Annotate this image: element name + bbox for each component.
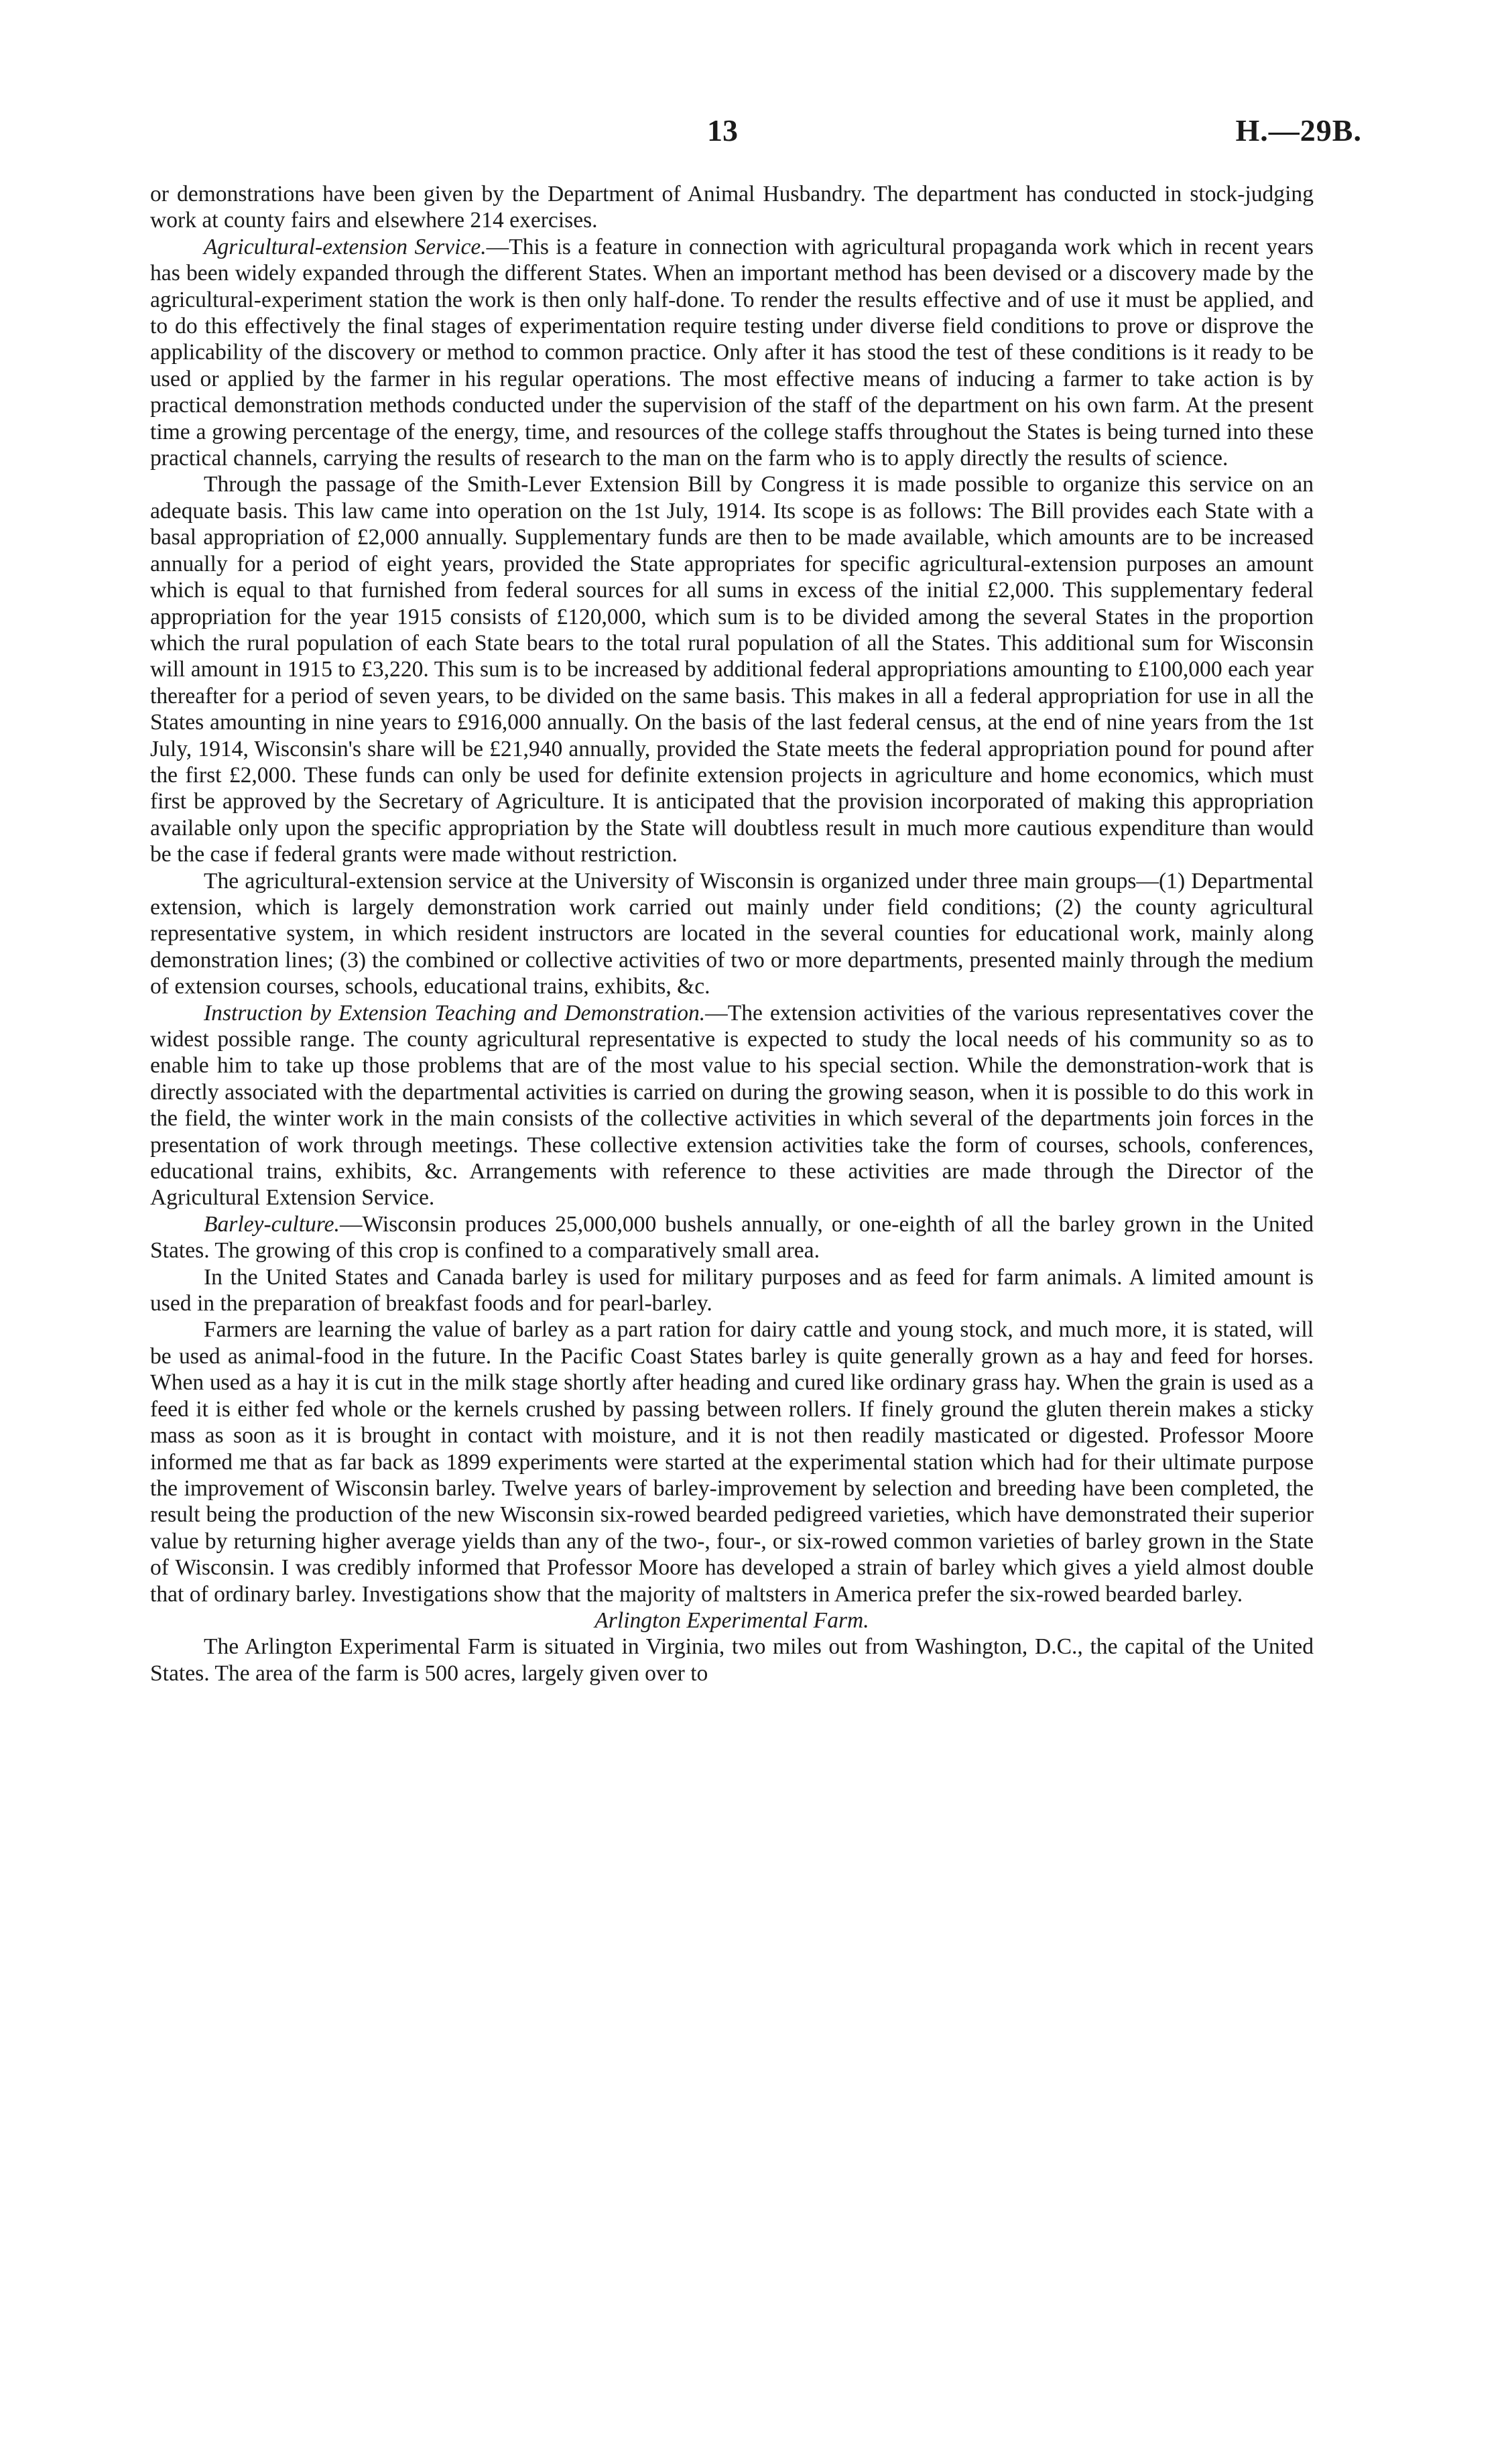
paragraph-text: In the United States and Canada barley is used for military purposes and as feed for farm animals. A limited amount is used in the preparation of breakfast foods and for pearl-barley. [150,1264,1314,1316]
paragraph-text: or demonstrations have been given by the Department of Animal Husbandry. The department has conducted in stock-judging work at county fairs and elsewhere 214 exercises. [150,182,1314,233]
paragraph [150,234,1314,472]
paragraph-text: —This is a feature in connection with agricultural propaganda work which in recent years has been widely expanded through the different States. When an important method has been devised or a discovery made by the agricultural-experiment station the work is then only half-done. To render the results effective and of use it must be applied, and to do this effectively the final stages of experimentation require testing under diverse field conditions to prove or disprove the applicability of the discovery or method to common practice. Only after it has stood the test of these conditions is it ready to be used or applied by the farmer in his regular operations. The most effective means of inducing a farmer to take action is by practical demonstration methods conducted under the supervision of the staff of the department on his own farm. At the present time a growing percentage of the energy, time, and resources of the college staffs throughout the States is being turned into these practical channels, carrying the results of research to the man on the farm who is to apply directly the results of science. [150,234,1314,471]
paragraph [150,471,1314,867]
paragraph [150,1264,1314,1317]
page-header [0,113,1512,153]
paragraph [150,1211,1314,1264]
paragraph [150,1000,1314,1211]
paragraph-text: Through the passage of the Smith-Lever Extension Bill by Congress it is made possible to organize this service on an adequate basis. This law came into operation on the 1st July, 1914. Its scope is as follows: The Bill provides each State with a basal appropriation of £2,000 annually. Supplementary funds are then to be made available, which amounts are to be increased annually for a period of eight years, provided the State appropriates for specific agricultural-extension purposes an amount which is equal to that furnished from federal sources for all sums in excess of the initial £2,000. This supplementary federal appropriation for the year 1915 consists of £120,000, which sum is to be divided among the several States in the proportion which the rural population of each State bears to the total rural population of all the States. This additional sum for Wisconsin will amount in 1915 to £3,220. This sum is to be increased by additional federal appropriations amounting to £100,000 each year thereafter for a period of seven years, to be divided on the same basis. This makes in all a federal appropriation for use in all the States amounting in nine years to £916,000 annually. On the basis of the last federal census, at the end of nine years from the 1st July, 1914, Wisconsin's share will be £21,940 annually, provided the State meets the federal appropriation pound for pound after the first £2,000. These funds can only be used for definite extension projects in agriculture and home economics, which must first be approved by the Secretary of Agriculture. It is anticipated that the provision incorporated of making this appropriation available only upon the specific appropriation by the State will doubtless result in much more cautious expenditure than would be the case if federal grants were made without restriction. [150,472,1314,867]
body-text [150,181,1314,1686]
paragraph [150,868,1314,1000]
paragraph-text: The agricultural-extension service at the University of Wisconsin is organized under three main groups—(1) Departmental extension, which is largely demonstration work carried out mainly under field conditions; (2) the county agricultural representative system, in which resident instructors are located in the several counties for educational work, mainly along demonstration lines; (3) the combined or collective activities of two or more departments, presented mainly through the medium of extension courses, schools, educational trains, exhibits, &c. [150,868,1314,999]
paragraph-text: The Arlington Experimental Farm is situated in Virginia, two miles out from Washington, D.C., the capital of the United States. The area of the farm is 500 acres, largely given over to [150,1634,1314,1686]
paragraph [150,181,1314,234]
paragraph [150,1316,1314,1607]
paragraph-lead: Agricultural-extension Service. [204,234,487,259]
paragraph [150,1634,1314,1686]
section-heading: Arlington Experimental Farm. [594,1607,869,1633]
page-number: 13 [707,113,738,147]
paragraph-lead: Instruction by Extension Teaching and Demonstration. [204,1000,706,1026]
paragraph-text: —Wisconsin produces 25,000,000 bushels annually, or one-eighth of all the barley grown in the United States. The growing of this crop is confined to a comparatively small area. [150,1211,1314,1264]
paragraph-lead: Barley-culture. [204,1211,340,1237]
paragraph-text: Farmers are learning the value of barley as a part ration for dairy cattle and young stock, and much more, it is stated, will be used as animal-food in the future. In the Pacific Coast States barley is quite generally grown as a hay and feed for horses. When used as a hay it is cut in the milk stage shortly after heading and cured like ordinary grass hay. When the grain is used as a feed it is either fed whole or the kernels crushed by passing between rollers. If finely ground the gluten therein makes a sticky mass as soon as it is brought in contact with moisture, and it is not then readily masticated or digested. Professor Moore informed me that as far back as 1899 experiments were started at the experimental station which had for their ultimate purpose the improvement of Wisconsin barley. Twelve years of barley-improvement by selection and breeding have been completed, the result being the production of the new Wisconsin six-rowed bearded pedigreed varieties, which have demonstrated their superior value by returning higher average yields than any of the two-, four-, or six-rowed common varieties of barley grown in the State of Wisconsin. I was credibly informed that Professor Moore has developed a strain of barley which gives a yield almost double that of ordinary barley. Investigations show that the majority of maltsters in America prefer the six-rowed bearded barley. [150,1317,1314,1607]
paragraph-text: —The extension activities of the various representatives cover the widest possible range. The county agricultural representative is expected to study the local needs of his community so as to enable him to take up those problems that are of the most value to his special section. While the demonstration-work that is directly associated with the departmental activities is carried on during the growing season, when it is possible to do this work in the field, the winter work in the main consists of the collective activities in which several of the departments join forces in the presentation of work through meetings. These collective extension activities take the form of courses, schools, conferences, educational trains, exhibits, &c. Arrangements with reference to these activities are made through the Director of the Agricultural Extension Service. [150,1000,1314,1211]
document-reference: H.—29B. [1235,113,1362,147]
